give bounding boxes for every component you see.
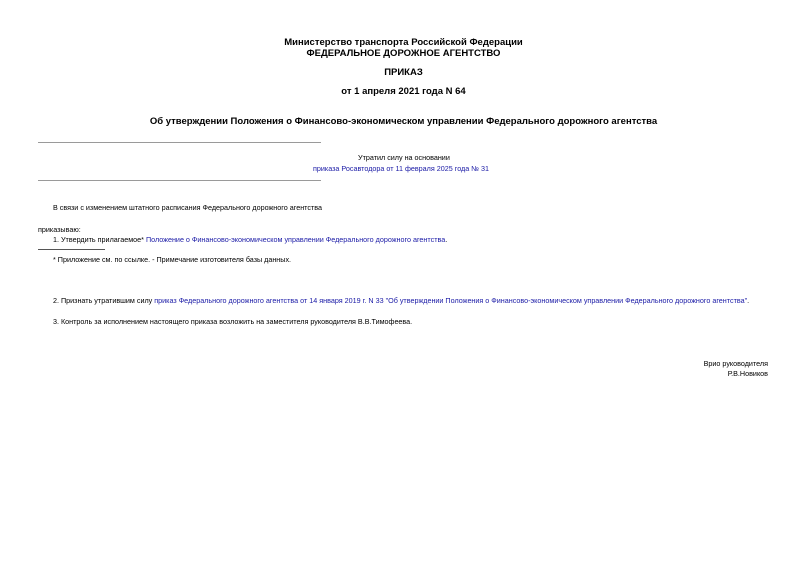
regulation-link[interactable]: Положение о Финансово-экономическом управлении Федерального дорожного агентства xyxy=(145,235,446,244)
ministry-name: Министерство транспорта Российской Федерации xyxy=(284,37,523,48)
intro-paragraph: В связи с изменением штатного расписания Федерального дорожного агентства xyxy=(53,203,322,212)
item-3: 3. Контроль за исполнением настоящего приказа возложить на заместителя руководителя В.В.Тимофеева. xyxy=(53,317,413,326)
status-rule-bottom xyxy=(38,180,321,181)
status-text: Утратил силу на основании xyxy=(358,153,450,162)
footnote-rule xyxy=(38,249,105,250)
order-word: приказываю: xyxy=(38,225,81,234)
signature-role: Врио руководителя xyxy=(703,359,768,368)
agency-name: ФЕДЕРАЛЬНОЕ ДОРОЖНОЕ АГЕНТСТВО xyxy=(306,48,501,59)
document-date: от 1 апреля 2021 года N 64 xyxy=(341,86,466,97)
repealed-order-link[interactable]: приказ Федерального дорожного агентства от 14 января 2019 г. N 33 "Об утверждении Положения о Финансово-экономическом управлении Федерального дорожного агентства" xyxy=(154,296,748,305)
item-1 xyxy=(53,235,447,244)
item-1-prefix: 1. Утвердить прилагаемое* xyxy=(53,235,146,244)
item-2-prefix: 2. Признать утратившим силу xyxy=(53,296,155,305)
document-type: ПРИКАЗ xyxy=(384,67,423,78)
signature-name: Р.В.Новиков xyxy=(727,369,768,378)
document-title: Об утверждении Положения о Финансово-экономическом управлении Федерального дорожного агентства xyxy=(149,116,658,127)
item-2-suffix: . xyxy=(747,296,750,305)
item-1-suffix: . xyxy=(445,235,448,244)
item-2 xyxy=(53,296,749,305)
status-rule-top xyxy=(38,142,321,143)
footnote: * Приложение см. по ссылке. - Примечание изготовителя базы данных. xyxy=(53,255,292,264)
repeal-order-link[interactable]: приказа Росавтодора от 11 февраля 2025 года № 31 xyxy=(313,164,489,173)
